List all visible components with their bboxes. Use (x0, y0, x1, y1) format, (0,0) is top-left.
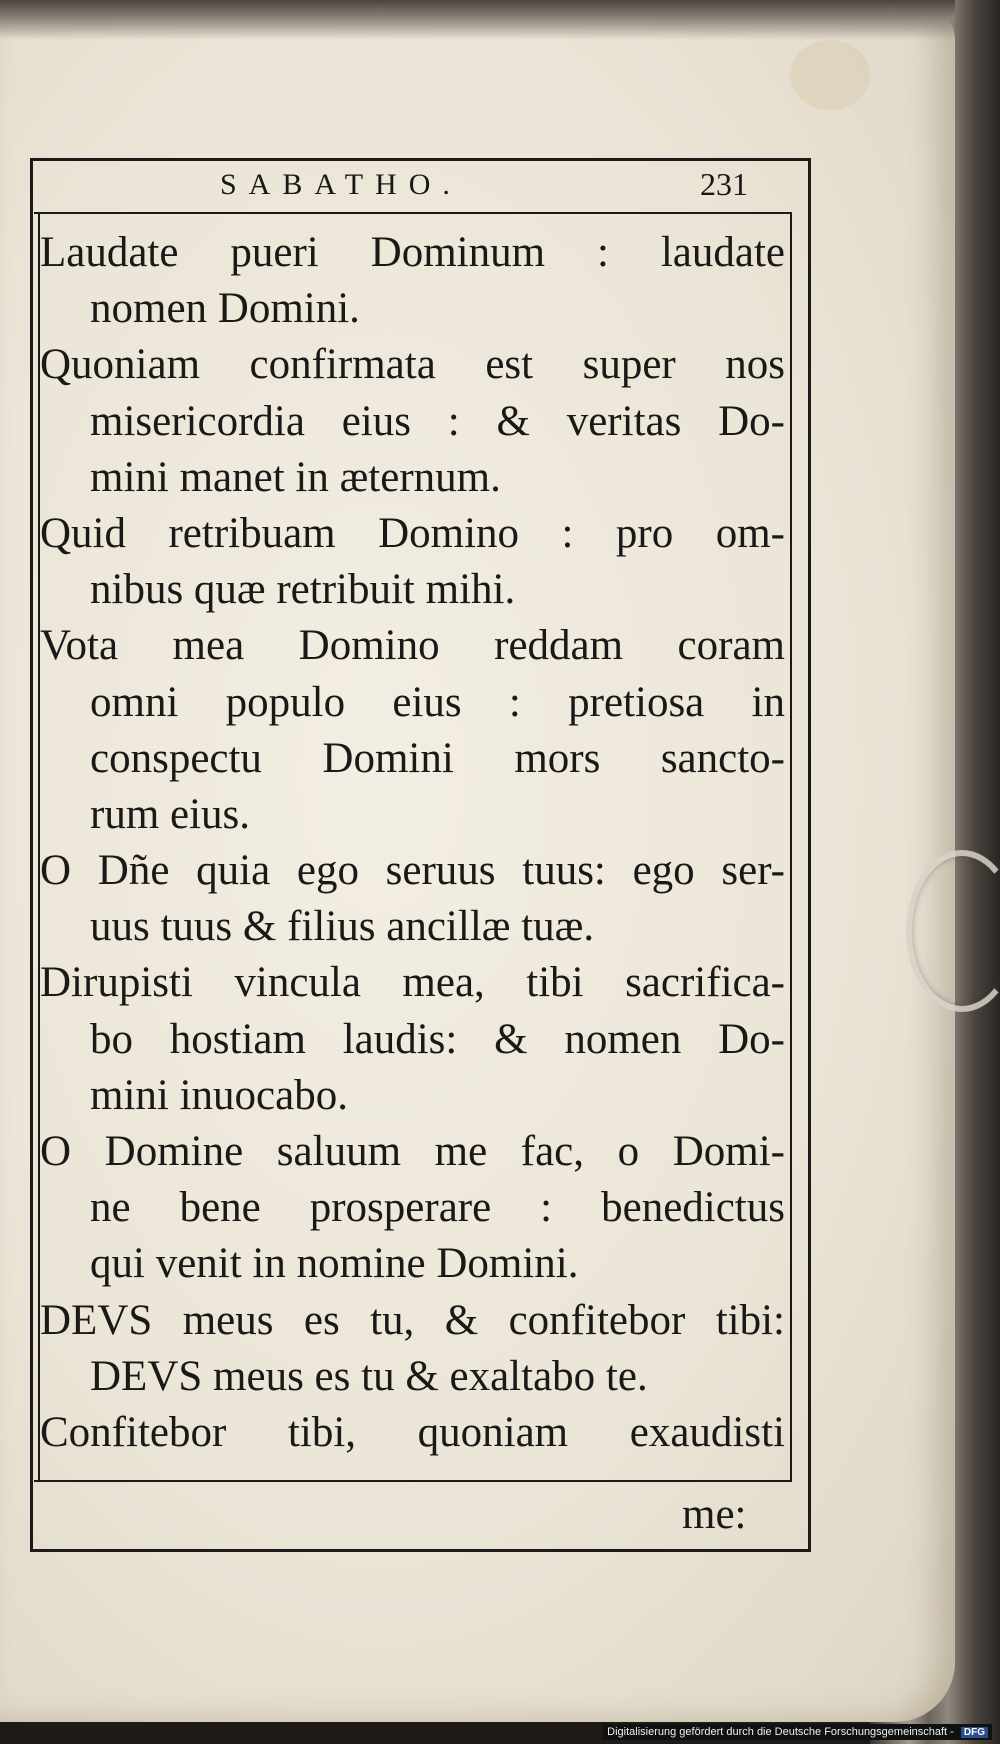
text-line: mini manet in æternum. (90, 453, 501, 501)
text-line: misericordia eius : & veritas Do- (90, 397, 785, 445)
text-line: DEVS meus es tu & exaltabo te. (90, 1352, 648, 1400)
dfg-logo: DFG (961, 1727, 988, 1738)
text-line: bo hostiam laudis: & nomen Do- (90, 1015, 785, 1063)
text-line: Quoniam confirmata est super nos (40, 341, 785, 389)
text-line: mini inuocabo. (90, 1071, 348, 1119)
paper-stain (790, 40, 870, 110)
text-line: uus tuus & filius ancillæ tuæ. (90, 903, 595, 951)
text-line: Dirupisti vincula mea, tibi sacrifica- (40, 959, 785, 1007)
running-title: SABATHO. (220, 168, 462, 201)
inner-rule-right (790, 212, 792, 1482)
text-line: Vota mea Domino reddam coram (40, 622, 785, 670)
page-top-shadow (0, 0, 955, 40)
digitization-notice (603, 1724, 992, 1740)
text-line: omni populo eius : pretiosa in (90, 678, 785, 726)
text-line: rum eius. (90, 790, 251, 838)
catchword: me: (682, 1491, 747, 1538)
text-line: nomen Domini. (90, 285, 360, 333)
text-line: Quid retribuam Domino : pro om- (40, 509, 785, 557)
text-line: nibus quæ retribuit mihi. (90, 566, 516, 614)
page-number: 231 (700, 166, 748, 202)
header-rule (34, 212, 792, 214)
text-line: DEVS meus es tu, & confitebor tibi: (40, 1296, 785, 1344)
text-line: ne bene prosperare : benedictus (90, 1184, 785, 1232)
text-line: Confitebor tibi, quoniam exaudisti (40, 1408, 785, 1456)
text-line: qui venit in nomine Domini. (90, 1240, 579, 1288)
digitization-text: Digitalisierung gefördert durch die Deutsche Forschungsgemeinschaft - (607, 1726, 954, 1738)
bottom-rule (34, 1480, 792, 1482)
text-line: conspectu Domini mors sancto- (90, 734, 785, 782)
text-line: O Dñe quia ego seruus tuus: ego ser- (40, 847, 785, 895)
psalm-text (40, 225, 785, 1461)
text-line: Laudate pueri Dominum : laudate (40, 229, 785, 276)
text-line: O Domine saluum me fac, o Domi- (40, 1128, 785, 1175)
